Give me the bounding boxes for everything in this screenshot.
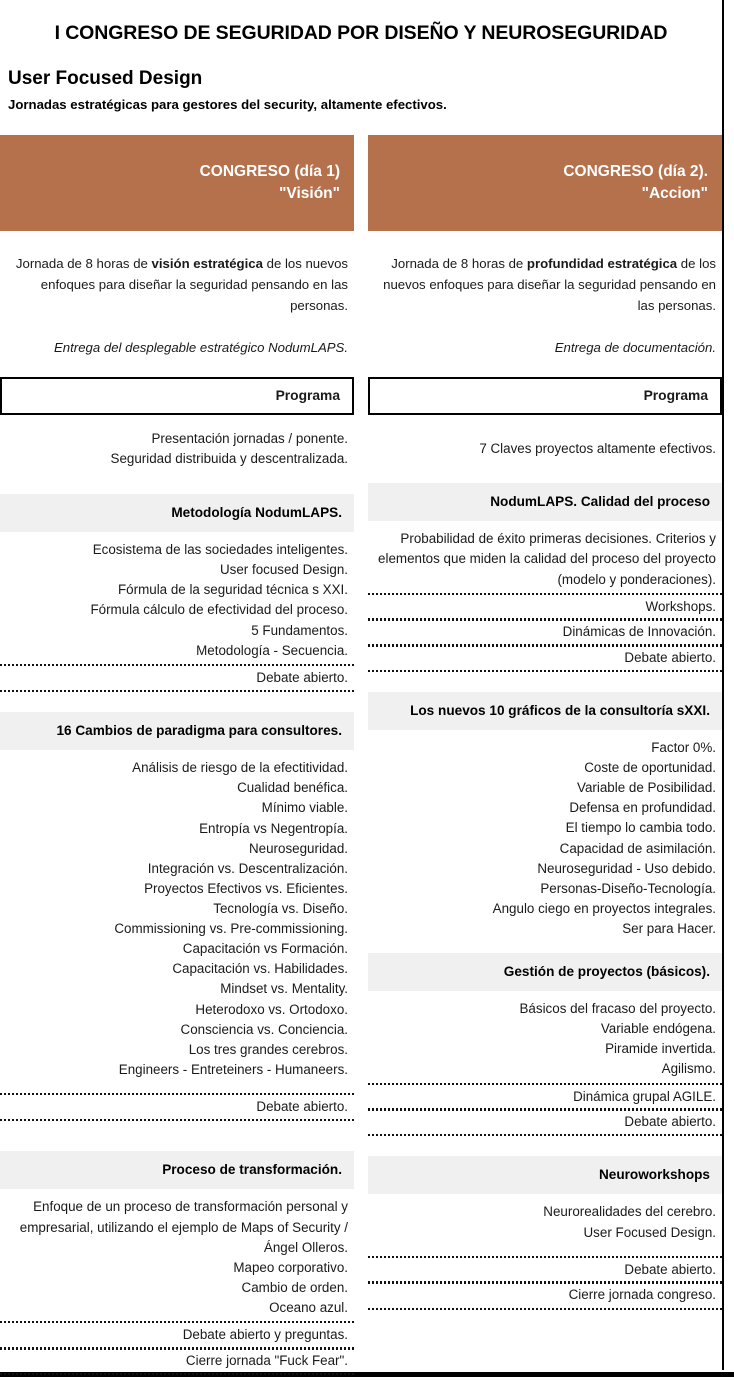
spacer [0,484,354,494]
day2-intro-prefix: Jornada de 8 horas de [391,255,527,271]
day2-banner [368,135,722,231]
list-item: Tecnología vs. Diseño. [213,900,348,916]
day2-section-body [368,521,722,593]
day2-programa-label: Programa [643,387,708,403]
list-item: Neurorealidades del cerebro. [543,1204,716,1220]
day2-dotted-row: Workshops. [368,593,722,621]
list-item: Ser para Hacer. [622,920,716,936]
page-title-bar [0,0,722,63]
day1-intro-text [6,253,348,317]
day2-delivery: Entrega de documentación. [554,339,716,355]
day1-banner-line2: "Visión" [279,184,340,202]
day1-debate-row: Debate abierto. [0,664,354,692]
list-item: Personas-Diseño-Tecnología. [540,880,716,896]
day1-debate-row: Debate abierto y preguntas. [0,1321,354,1349]
day2-intro [368,231,722,371]
day2-section-body [368,991,722,1083]
spacer [374,429,716,439]
spacer [368,1136,722,1156]
list-item: User focused Design. [219,562,348,578]
day2-dotted-row: Dinámicas de Innovación. [368,618,722,646]
day1-intro [0,231,354,371]
spacer [368,672,722,692]
day1-closing-row: Cierre jornada "Fuck Fear". [0,1347,354,1375]
day-columns [0,135,722,1375]
day2-section-heading: Los nuevos 10 gráficos de la consultoría sXXI. [368,692,722,730]
list-item: Neuroseguridad. [248,840,348,856]
list-item: Mapeo corporativo. [233,1259,348,1275]
day1-section-heading: Metodología NodumLAPS. [0,494,354,532]
list-item: Entropía vs Negentropía. [199,820,348,836]
day1-intro-suffix: de los nuevos enfoques para diseñar la seguridad pensando en las personas. [40,255,348,314]
day2-programa-box [368,377,722,415]
list-item: Neuroseguridad - Uso debido. [537,860,716,876]
list-item: Angulo ciego en proyectos integrales. [492,900,716,916]
list-item: Presentación jornadas / ponente. [151,430,348,446]
list-item: Seguridad distribuida y descentralizada. [110,451,348,467]
day2-debate-row: Debate abierto. [368,1256,722,1284]
day1-banner-line1: CONGRESO (día 1) [199,162,340,180]
spacer [0,692,354,712]
list-item: Coste de oportunidad. [584,760,716,776]
list-item: Fórmula cálculo de efectividad del proceso. [90,602,348,618]
column-day-2 [368,135,722,1375]
list-item: Engineers - Entreteiners - Humaneers. [118,1061,348,1077]
list-item: Básicos del fracaso del proyecto. [519,1001,716,1017]
day2-section-heading: Neuroworkshops [368,1156,722,1194]
day2-opening-items [368,415,722,474]
list-item: 7 Claves proyectos altamente efectivos. [479,440,716,456]
page-title: I CONGRESO DE SEGURIDAD POR DISEÑO Y NEUROSEGURIDAD [54,22,668,44]
day1-opening-items [0,415,354,485]
subheader [0,63,722,121]
list-item: Metodología - Secuencia. [196,642,348,658]
brand-name: User Focused Design [8,68,203,89]
day1-debate-row: Debate abierto. [0,1093,354,1121]
day1-section-body [0,1189,354,1322]
list-item: Defensa en profundidad. [569,800,716,816]
list-item: Oceano azul. [269,1299,348,1315]
list-item: Variable endógena. [600,1021,716,1037]
day2-debate-row: Debate abierto. [368,1108,722,1136]
spacer [0,1121,354,1151]
section-paragraph: Enfoque de un proceso de transformación personal y empresarial, utilizando el ejemplo de Maps of Security / Ángel Olleros. [19,1199,348,1255]
spacer [368,943,722,953]
day2-intro-bold: profundidad estratégica [526,255,678,271]
day2-banner-line1: CONGRESO (día 2). [563,162,708,180]
day1-intro-bold: visión estratégica [151,255,263,271]
list-item: Consciencia vs. Conciencia. [180,1021,348,1037]
tagline: Jornadas estratégicas para gestores del security, altamente efectivos. [8,96,447,112]
list-item: Capacitación vs Formación. [182,941,348,957]
list-item: Capacitación vs. Habilidades. [172,961,348,977]
day2-closing-row: Cierre jornada congreso. [368,1281,722,1309]
list-item: Cambio de orden. [241,1279,348,1295]
list-item: Heterodoxo vs. Ortodoxo. [195,1001,348,1017]
day2-intro-text [374,253,716,317]
list-item: Agilismo. [661,1061,716,1077]
column-day-1 [0,135,354,1375]
day2-banner-line2: "Accion" [641,184,708,202]
day1-section-body [0,532,354,665]
day1-programa-label: Programa [275,387,340,403]
list-item: Factor 0%. [651,740,716,755]
day1-delivery: Entrega del desplegable estratégico NodumLAPS. [54,339,348,355]
list-item: Proyectos Efectivos vs. Eficientes. [144,880,348,896]
section-paragraph: Probabilidad de éxito primeras decisiones. Criterios y elementos que miden la calidad del proceso del proyecto (modelo y ponderaciones). [378,531,716,587]
page-frame-right-border [722,0,724,1370]
list-item: Cualidad benéfica. [237,780,348,796]
day2-dotted-row: Dinámica grupal AGILE. [368,1083,722,1111]
list-item: Variable de Posibilidad. [577,780,716,796]
list-item: Ecosistema de las sociedades inteligentes. [92,542,348,558]
list-item: Integración vs. Descentralización. [147,860,348,876]
day2-section-body [368,1194,722,1246]
day2-intro-suffix: de los nuevos enfoques para diseñar la seguridad pensando en las personas. [383,255,716,314]
list-item: Commissioning vs. Pre-commissioning. [114,921,348,937]
list-item: Fórmula de la seguridad técnica s XXI. [118,582,348,598]
day2-section-body [368,730,722,943]
list-item: Piramide invertida. [605,1041,716,1057]
day2-debate-row: Debate abierto. [368,644,722,672]
list-item: Capacidad de asimilación. [559,840,716,856]
day1-section-body [0,750,354,1084]
list-item: Análisis de riesgo de la efectitividad. [132,760,348,776]
list-item: Los tres grandes cerebros. [188,1041,348,1057]
day1-section-heading: Proceso de transformación. [0,1151,354,1189]
day2-section-heading: Gestión de proyectos (básicos). [368,953,722,991]
day1-banner [0,135,354,231]
list-item: Mindset vs. Mentality. [220,981,348,997]
list-item: User Focused Design. [583,1224,716,1240]
day1-programa-box [0,377,354,415]
day1-intro-prefix: Jornada de 8 horas de [15,255,152,271]
list-item: Mínimo viable. [261,800,348,816]
spacer [368,473,722,483]
day1-section-heading: 16 Cambios de paradigma para consultores. [0,712,354,750]
list-item: El tiempo lo cambia todo. [565,820,716,836]
list-item: 5 Fundamentos. [251,622,348,638]
day2-section-heading: NodumLAPS. Calidad del proceso [368,483,722,521]
